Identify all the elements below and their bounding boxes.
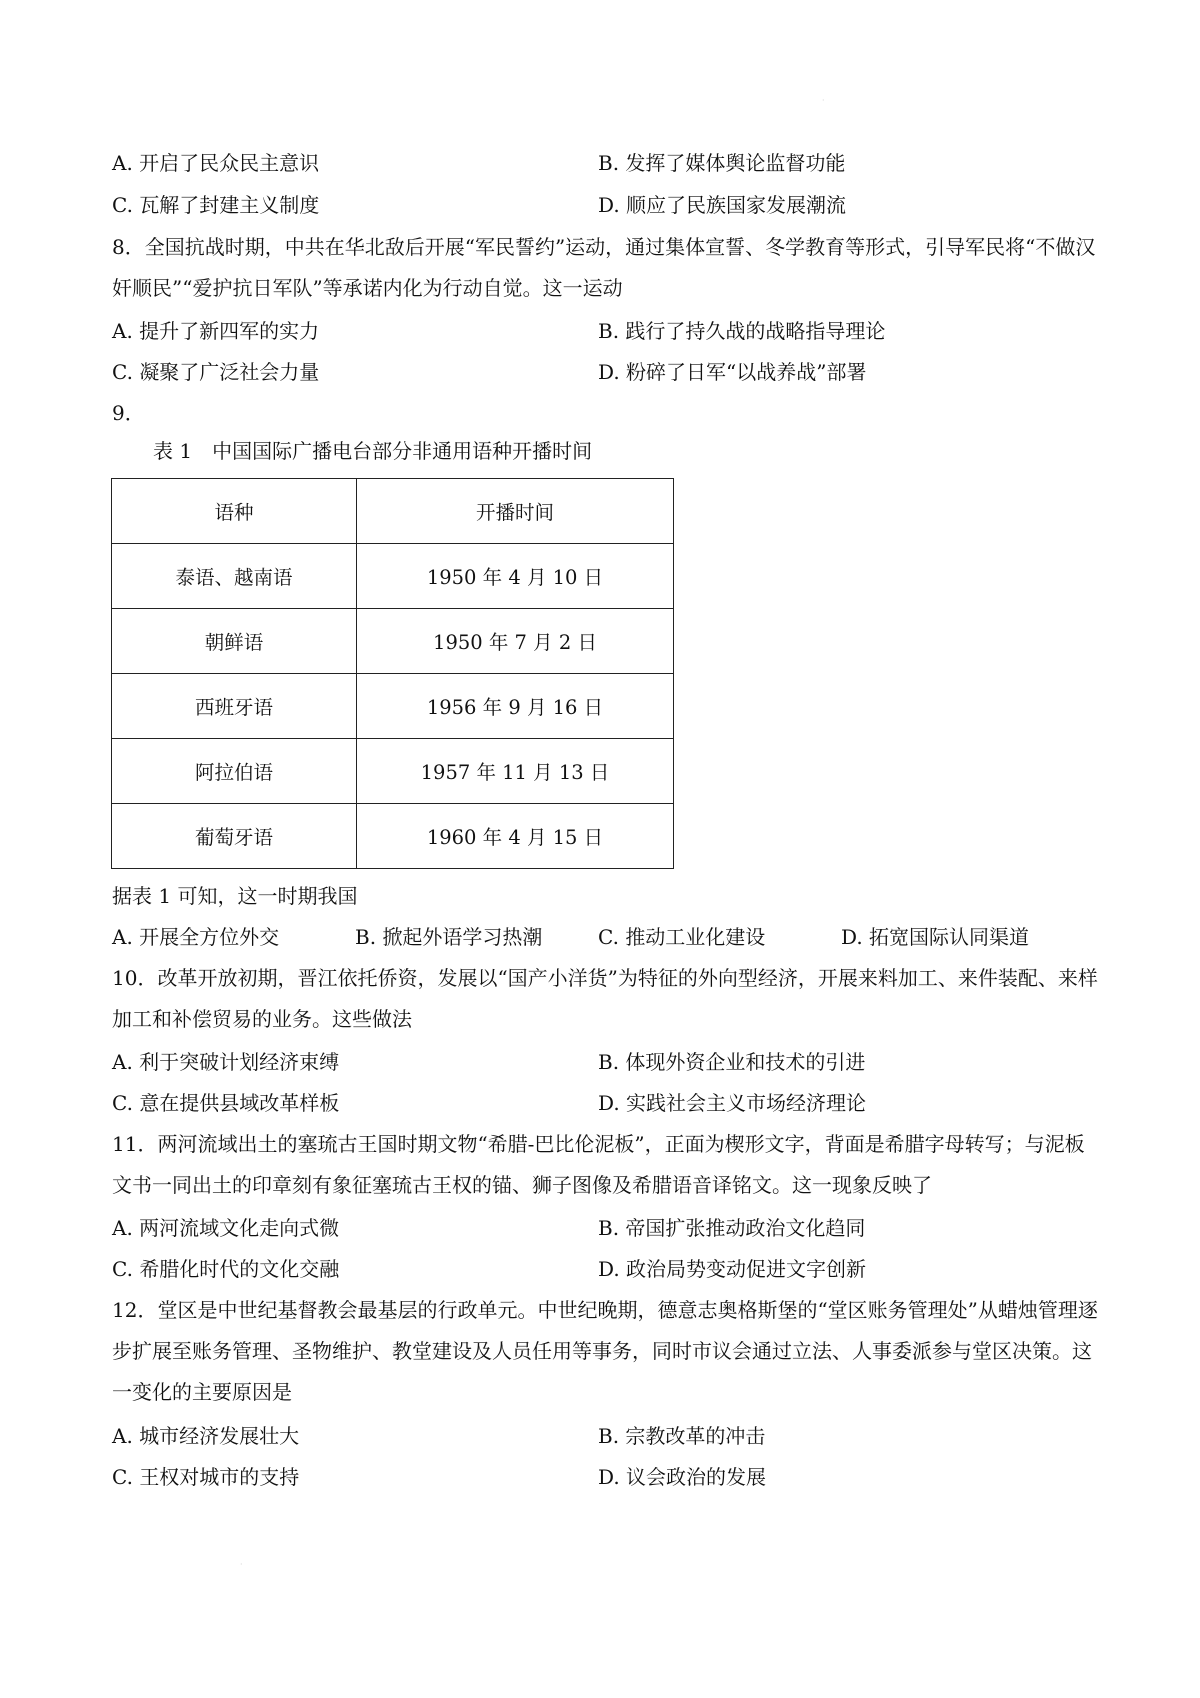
q8-stem: 8．全国抗战时期，中共在华北敌后开展“军民誓约”运动，通过集体宣誓、冬学教育等形式，引导军民将“不做汉奸顺民”“爱护抗日军队”等承诺内化为行动自觉。这一运动 — [112, 235, 1096, 300]
q9-number: 9． — [112, 401, 145, 425]
q9-option-c: C. 推动工业化建设 — [598, 925, 766, 949]
table-cell-language: 葡萄牙语 — [112, 804, 357, 869]
q7-option-a: A. 开启了民众民主意识 — [112, 151, 320, 175]
q9-option-a: A. 开展全方位外交 — [112, 925, 280, 949]
q7-option-d: D. 顺应了民族国家发展潮流 — [598, 193, 847, 217]
q11-option-a: A. 两河流域文化走向式微 — [112, 1216, 340, 1240]
scan-speck: · — [240, 1560, 243, 1569]
scan-speck: · — [822, 96, 825, 105]
q7-option-b: B. 发挥了媒体舆论监督功能 — [598, 151, 846, 175]
q8-option-a: A. 提升了新四军的实力 — [112, 319, 320, 343]
table-cell-date: 1950 年 4 月 10 日 — [357, 544, 674, 609]
table-cell-language: 泰语、越南语 — [112, 544, 357, 609]
table-cell-language: 阿拉伯语 — [112, 739, 357, 804]
table-caption: 表 1 中国国际广播电台部分非通用语种开播时间 — [153, 439, 593, 463]
q10-option-b: B. 体现外资企业和技术的引进 — [598, 1050, 866, 1074]
table-row — [112, 609, 674, 674]
table-row — [112, 544, 674, 609]
table-row — [112, 804, 674, 869]
q10-stem: 10．改革开放初期，晋江依托侨资，发展以“国产小洋货”为特征的外向型经济，开展来料加工、来件装配、来样加工和补偿贸易的业务。这些做法 — [112, 966, 1098, 1031]
q10-option-c: C. 意在提供县域改革样板 — [112, 1091, 340, 1115]
q9-option-d: D. 拓宽国际认同渠道 — [841, 925, 1030, 949]
q11-stem: 11．两河流域出土的塞琉古王国时期文物“希腊-巴比伦泥板”，正面为楔形文字，背面是希腊字母转写；与泥板文书一同出土的印章刻有象征塞琉古王权的锚、狮子图像及希腊语音译铭文。这一现象反映了 — [112, 1132, 1085, 1197]
q7-option-c: C. 瓦解了封建主义制度 — [112, 193, 320, 217]
table-cell-language: 西班牙语 — [112, 674, 357, 739]
table-cell-language: 朝鲜语 — [112, 609, 357, 674]
q8-option-d: D. 粉碎了日军“以战养战”部署 — [598, 360, 867, 384]
table-header-cell: 语种 — [112, 479, 357, 544]
q10-option-d: D. 实践社会主义市场经济理论 — [598, 1091, 867, 1115]
q11-option-c: C. 希腊化时代的文化交融 — [112, 1257, 340, 1281]
table-cell-date: 1957 年 11 月 13 日 — [357, 739, 674, 804]
table-row — [112, 674, 674, 739]
q9-option-b: B. 掀起外语学习热潮 — [355, 925, 543, 949]
table-cell-date: 1956 年 9 月 16 日 — [357, 674, 674, 739]
table-cell-date: 1960 年 4 月 15 日 — [357, 804, 674, 869]
q10-option-a: A. 利于突破计划经济束缚 — [112, 1050, 340, 1074]
table-header-row — [112, 479, 674, 544]
q8-option-b: B. 践行了持久战的战略指导理论 — [598, 319, 886, 343]
table-row — [112, 739, 674, 804]
table-cell-date: 1950 年 7 月 2 日 — [357, 609, 674, 674]
broadcast-language-table — [111, 478, 674, 869]
q9-stem: 据表 1 可知，这一时期我国 — [112, 884, 358, 908]
q12-stem: 12．堂区是中世纪基督教会最基层的行政单元。中世纪晚期，德意志奥格斯堡的“堂区账务管理处”从蜡烛管理逐步扩展至账务管理、圣物维护、教堂建设及人员任用等事务，同时市议会通过立法、人事委派参与堂区决策。这一变化的主要原因是 — [112, 1298, 1098, 1404]
q11-option-d: D. 政治局势变动促进文字创新 — [598, 1257, 867, 1281]
q12-option-d: D. 议会政治的发展 — [598, 1465, 767, 1489]
q11-option-b: B. 帝国扩张推动政治文化趋同 — [598, 1216, 866, 1240]
table-header-cell: 开播时间 — [357, 479, 674, 544]
q8-option-c: C. 凝聚了广泛社会力量 — [112, 360, 320, 384]
q12-option-b: B. 宗教改革的冲击 — [598, 1424, 766, 1448]
q12-option-a: A. 城市经济发展壮大 — [112, 1424, 300, 1448]
q12-option-c: C. 王权对城市的支持 — [112, 1465, 300, 1489]
